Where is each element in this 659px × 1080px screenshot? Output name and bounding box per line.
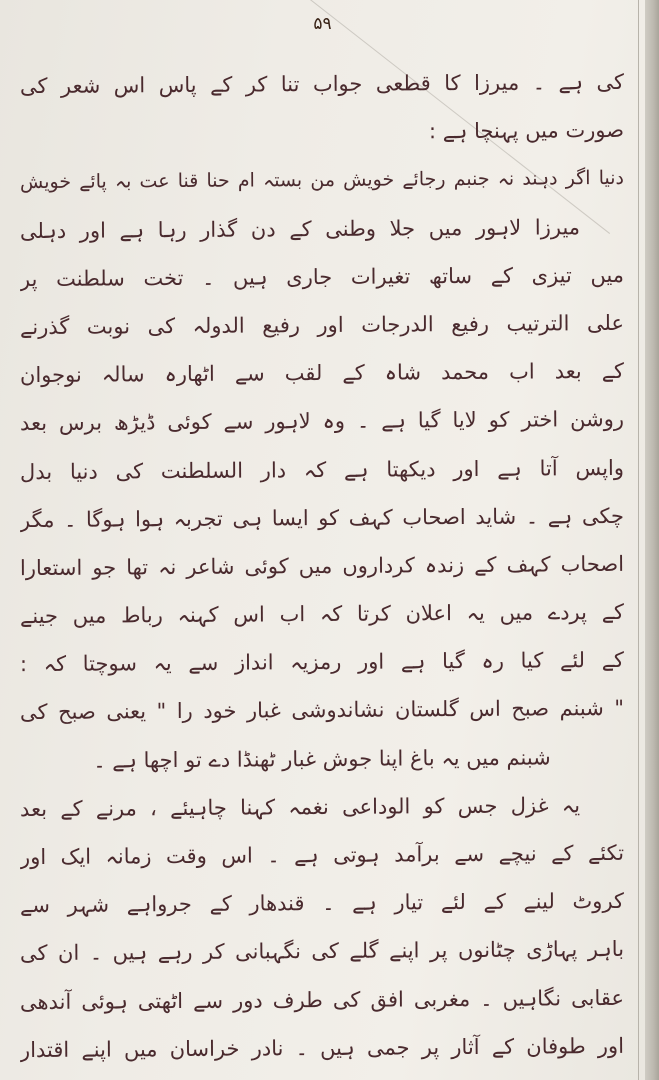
text-line: کی ہے ۔ میرزا کا قطعی جواب تنا کر کے پاس اس شعر کی — [19, 69, 625, 99]
text-line: کے لئے کیا رہ گیا ہے اور رمزیہ انداز سے یہ سوچتا کہ : — [19, 648, 625, 677]
text-line: میں تیزی کے ساتھ تغیرات جاری ہیں ۔ تخت سلطنت پر — [19, 262, 625, 291]
binding-edge — [645, 0, 659, 1080]
text-line: کے پردے میں یہ اعلان کرتا کہ اب اس کہنہ رباط میں جینے — [19, 599, 625, 629]
verse-line: دنیا اگر دہند نہ جنبم رجائے خویش من بستہ ام حنا قنا عت بہ پائے خویش — [19, 167, 625, 194]
text-line: عقابی نگاہیں ۔ مغربی افق کی طرف دور سے اٹھتی ہوئی آندھی — [19, 985, 625, 1014]
text-line: چکی ہے ۔ شاید اصحاب کہف کو ایسا ہی تجربہ ہوا ہوگا ۔ مگر — [19, 503, 625, 532]
text-line: روشن اختر کو لایا گیا ہے ۔ وہ لاہور سے کوئی ڈیڑھ برس بعد — [19, 407, 625, 436]
text-line: صورت میں پہنچا ہے : — [428, 118, 625, 144]
text-line: تکئے کے نیچے سے برآمد ہوتی ہے ۔ اس وقت زمانہ ایک اور — [19, 840, 625, 870]
text-line: میرزا لاہور میں جلا وطنی کے دن گذار رہا ہے اور دہلی — [19, 214, 581, 243]
page-number: ۵۹ — [313, 14, 332, 34]
text-line: یہ غزل جس کو الوداعی نغمہ کہنا چاہیئے ، مرنے کے بعد — [19, 793, 581, 821]
page-edge — [638, 0, 639, 1080]
text-line: باہر پہاڑی چٹانوں پر اپنے گلے کی نگہبانی کر رہے ہیں ۔ ان کی — [19, 937, 625, 966]
text-line: واپس آتا ہے اور دیکھتا ہے کہ دار السلطنت کی دنیا بدل — [19, 455, 625, 484]
text-line: شبنم میں یہ باغ اپنا جوش غبار ٹھنڈا دے تو اچھا ہے ۔ — [93, 745, 551, 773]
text-line: اصحاب کہف کے زندہ کرداروں میں کوئی شاعر نہ تھا جو استعارا — [19, 551, 625, 580]
text-line: کے بعد اب محمد شاہ کے لقب سے اٹھارہ سالہ نوجوان — [19, 359, 625, 388]
text-line: " شبنم صبح اس گلستان نشاندوشی غبار خود را " یعنی صبح کی — [19, 696, 625, 725]
text-line: علی الترتیب رفیع الدرجات اور رفیع الدولہ کی نوبت گذرنے — [19, 310, 625, 340]
body-text — [20, 60, 624, 1072]
text-line: کروٹ لینے کے لئے تیار ہے ۔ قندھار کے جرواہے شہر سے — [19, 889, 625, 918]
text-line: اور طوفان کے آثار پر جمی ہیں ۔ نادر خراسان میں اپنے اقتدار — [19, 1033, 625, 1062]
